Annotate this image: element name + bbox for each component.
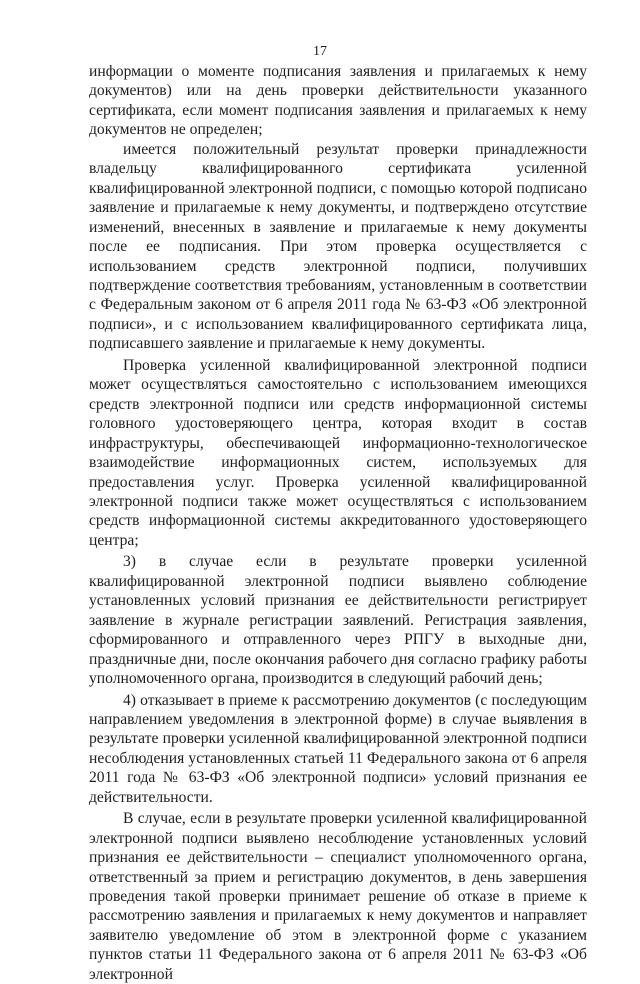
paragraph-item-4: 4) отказывает в приеме к рассмотрению документов (с последующим направлением уведомления в электронной форме) в случае выявления в результате проверки усиленной квалифицированной электронной подписи несоблюдения установленных статьей 11 Федерального закона от 6 апреля 2011 года № 63-ФЗ «Об электронной подписи» условий признания ее действительности.	[89, 691, 587, 806]
paragraph-continuation: информации о моменте подписания заявления и прилагаемых к нему документов) или на день проверки действительности указанного сертификата, если момент подписания заявления и прилагаемых к нему документов не определен;	[89, 63, 587, 139]
paragraph-item-3: 3) в случае если в результате проверки усиленной квалифицированной электронной подписи выявлено соблюдение установленных условий признания ее действительности регистрирует заявление в журнале регистрации заявлений. Регистрация заявления, сформированного и отправленного через РПГУ в выходные дни, праздничные дни, после окончания рабочего дня согласно графику работы уполномоченного органа, производится в следующий рабочий день;	[89, 553, 587, 688]
paragraph-refusal: В случае, если в результате проверки усиленной квалифицированной электронной подписи выявлено несоблюдение установленных условий признания ее действительности – специалист уполномоченного органа, ответственный за прием и регистрацию документов, в день завершения проведения такой проверки принимает решение об отказе в приеме к рассмотрению заявления и прилагаемых к нему документов и направляет заявителю уведомление об этом в электронной форме с указанием пунктов статьи 11 Федерального закона от 6 апреля 2011 № 63-ФЗ «Об электронной	[89, 810, 587, 983]
paragraph-signature-check: имеется положительный результат проверки принадлежности владельцу квалифицированного сертификата усиленной квалифицированной электронной подписи, с помощью которой подписано заявление и прилагаемые к нему документы, и подтверждено отсутствие изменений, внесенных в заявление и прилагаемые к нему документы после ее подписания. При этом проверка осуществляется с использованием средств электронной подписи, получивших подтверждение соответствия требованиям, установленным в соответствии с Федеральным законом от 6 апреля 2011 года № 63-ФЗ «Об электронной подписи», и с использованием квалифицированного сертификата лица, подписавшего заявление и прилагаемые к нему документы.	[89, 140, 587, 353]
paragraph-verification-means: Проверка усиленной квалифицированной электронной подписи может осуществляться самостоятельно с использованием имеющихся средств электронной подписи или средств информационной системы головного удостоверяющего центра, которая входит в состав инфраструктуры, обеспечивающей информационно-технологическое взаимодействие информационных систем, используемых для предоставления услуг. Проверка усиленной квалифицированной электронной подписи также может осуществляться с использованием средств информационной системы аккредитованного удостоверяющего центра;	[89, 356, 587, 549]
document-body	[89, 62, 587, 984]
page-number: 17	[313, 44, 327, 59]
